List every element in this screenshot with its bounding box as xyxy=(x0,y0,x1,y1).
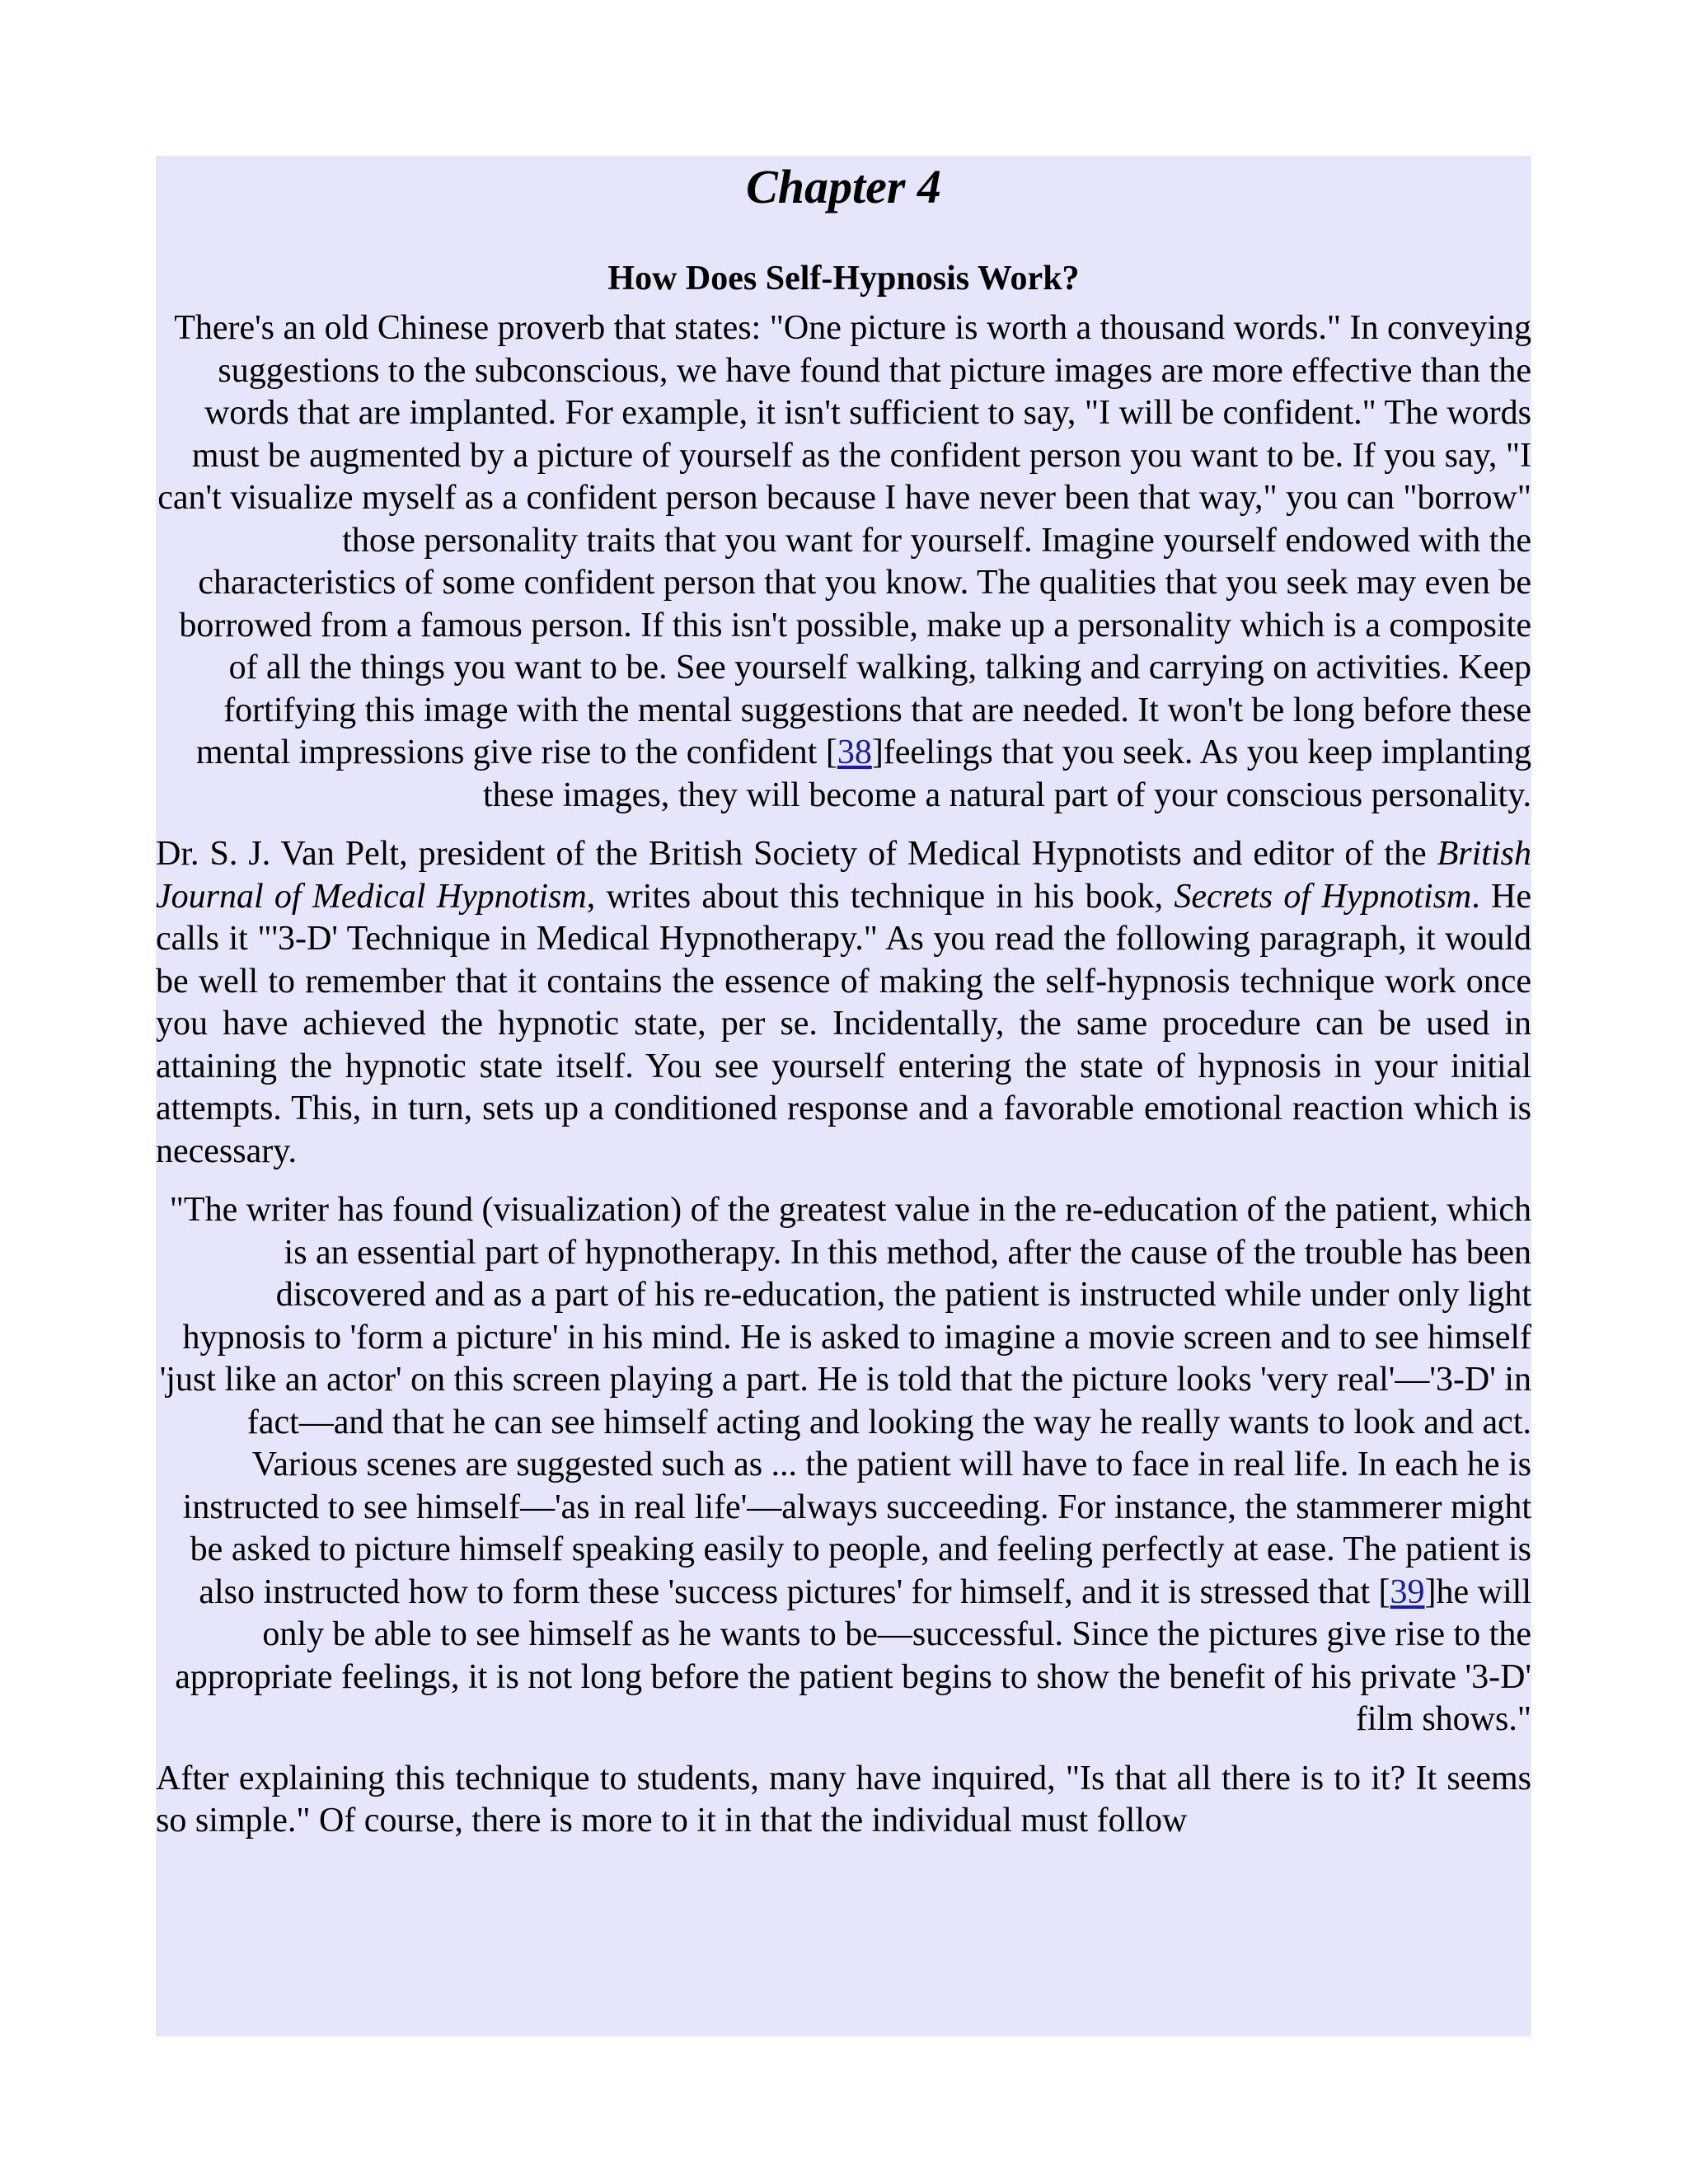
paragraph-text: Dr. S. J. Van Pelt, president of the British Society of Medical Hypnotists and editor of the xyxy=(156,835,1437,873)
paragraph-text: There's an old Chinese proverb that states: "One picture is worth a thousand words." In conveying suggestions to the subconscious, we have found that picture images are more effective than the words that are implanted. For example, it isn't sufficient to say, "I will be confident." The words must be augmented by a picture of yourself as the confident person you want to be. If you say, "I can't visualize myself as a confident person because I have never been that way," you can "borrow" those personality traits that you want for yourself. Imagine yourself endowed with the characteristics of some confident person that you know. The qualities that you seek may even be borrowed from a famous person. If this isn't possible, make up a personality which is a composite of all the things you want to be. See yourself walking, talking and carrying on activities. Keep fortifying this image with the mental suggestions that are needed. It won't be long before these mental impressions give rise to the confident [ xyxy=(157,309,1531,771)
paragraph-text: ]he will only be able to see himself as he wants to be—successful. Since the pictures give rise to the appropriate feelings, it is not long before the patient begins to show the benefit of his private '3-D' film shows." xyxy=(175,1572,1531,1738)
paragraph-students: After explaining this technique to students, many have inquired, "Is that all there is to it? It seems so simple." Of course, there is more to it in that the individual must follow xyxy=(156,1759,1531,1840)
chapter-title: Chapter 4 xyxy=(746,160,941,213)
paragraph-text: . He calls it "'3-D' Technique in Medical Hypnotherapy." As you read the following paragraph, it would be well to remember that it contains the essence of making the self-hypnosis technique work once you have achieved the hypnotic state, per se. Incidentally, the same procedure can be used in attaining the hypnotic state itself. You see yourself entering the state of hypnosis in your initial attempts. This, in turn, sets up a conditioned response and a favorable emotional reaction which is necessary. xyxy=(156,877,1531,1170)
paragraph-text: ]feelings that you seek. As you keep implanting these images, they will become a natural part of your conscious personality. xyxy=(482,733,1531,814)
book-title: Secrets of Hypnotism xyxy=(1174,877,1472,916)
journal-title: British Journal of Medical Hypnotism xyxy=(156,835,1531,916)
paragraph-proverb xyxy=(156,307,1531,817)
paragraph-text: "The writer has found (visualization) of the greatest value in the re-education of the patient, which is an essential part of hypnotherapy. In this method, after the cause of the trouble has been discovered and as a part of his re-education, the patient is instructed while under only light hypnosis to 'form a picture' in his mind. He is asked to imagine a movie screen and to see himself 'just like an actor' on this screen playing a part. He is told that the picture looks 'very real'—'3-D' in fact—and that he can see himself acting and looking the way he really wants to look and act. Various scenes are suggested such as ... the patient will have to face in real life. In each he is instructed to see himself—'as in real life'—always succeeding. For instance, the stammerer might be asked to picture himself speaking easily to people, and feeling perfectly at ease. The patient is also instructed how to form these 'success pictures' for himself, and it is stressed that [ xyxy=(159,1191,1531,1611)
paragraph-van-pelt xyxy=(156,833,1531,1173)
footnote-link-39[interactable]: 39 xyxy=(1390,1572,1425,1611)
section-heading: How Does Self-Hypnosis Work? xyxy=(607,260,1080,298)
paragraph-quote xyxy=(156,1189,1531,1741)
paragraph-text: , writes about this technique in his book, xyxy=(586,877,1175,916)
page-content xyxy=(156,156,1531,2036)
footnote-link-38[interactable]: 38 xyxy=(837,733,872,771)
